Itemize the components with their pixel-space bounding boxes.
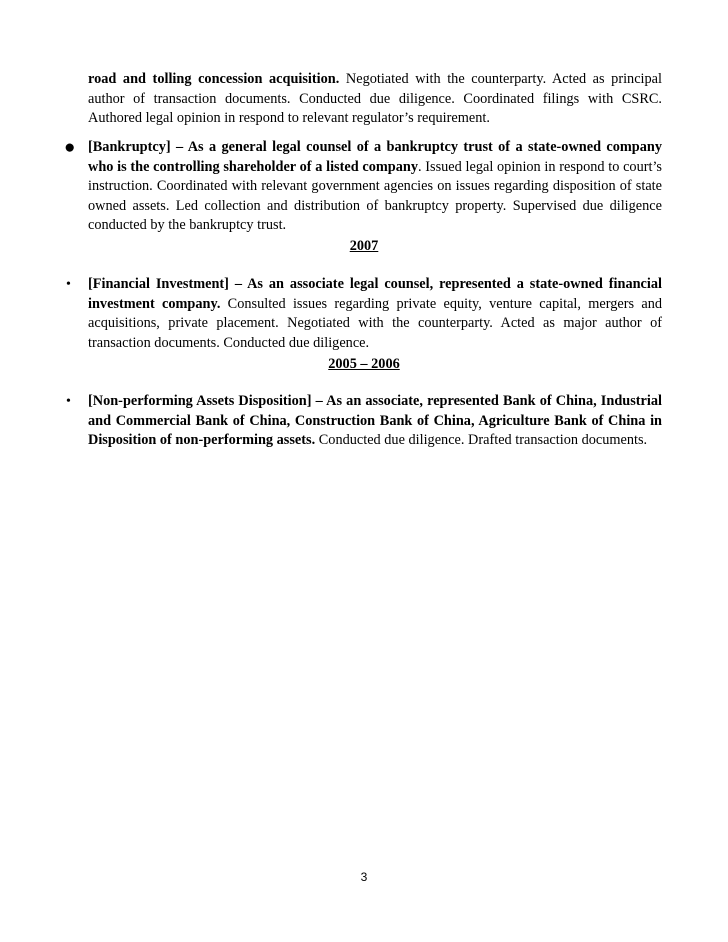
section-year-2007: 2007: [349, 238, 379, 254]
paragraph-body: Conducted due diligence. Drafted transaction documents.: [315, 432, 648, 448]
paragraph-body: Consulted issues regarding private equity, venture capital, mergers and acquisitions, private placement. Negotiated with the counterparty. Acted as major author of transaction documents. Conducted due diligence.: [88, 295, 662, 351]
bullet-icon: ●: [64, 137, 76, 158]
paragraph-heading: [Bankruptcy] – As a general legal counsel of a bankruptcy trust of a state-owned company who is the controlling shareholder of a listed company: [88, 139, 662, 175]
section-year-2005-2006: 2005 – 2006: [328, 356, 400, 372]
bullet-icon: •: [66, 277, 71, 292]
paragraph-heading: [Non-performing Assets Disposition] – As an associate, represented Bank of China, Industrial and Commercial Bank of China, Construction Bank of China, Agriculture Bank of China in Disposition of non-performing assets.: [88, 393, 662, 448]
paragraph-body: . Issued legal opinion in respond to court’s instruction. Coordinated with relevant government agencies on issues regarding disposition of state owned assets. Led collection and distribution of bankruptcy property. Supervised due diligence conducted by the bankruptcy trust.: [88, 158, 662, 233]
paragraph-heading: [Financial Investment] – As an associate legal counsel, represented a state-owned financial investment company.: [88, 276, 662, 312]
paragraph-bankruptcy: [88, 138, 662, 236]
paragraph-financial-investment: [88, 275, 662, 353]
paragraph-road-tolling: [88, 70, 662, 129]
page-number: 3: [360, 870, 368, 884]
paragraph-body: Negotiated with the counterparty. Acted as principal author of transaction documents. Conducted due diligence. Coordinated filings with CSRC. Authored legal opinion in respond to relevant regulator’s requirement.: [88, 71, 662, 126]
bullet-icon: •: [66, 394, 71, 409]
paragraph-npa-disposition: [88, 392, 662, 451]
paragraph-heading: road and tolling concession acquisition.: [88, 71, 340, 87]
